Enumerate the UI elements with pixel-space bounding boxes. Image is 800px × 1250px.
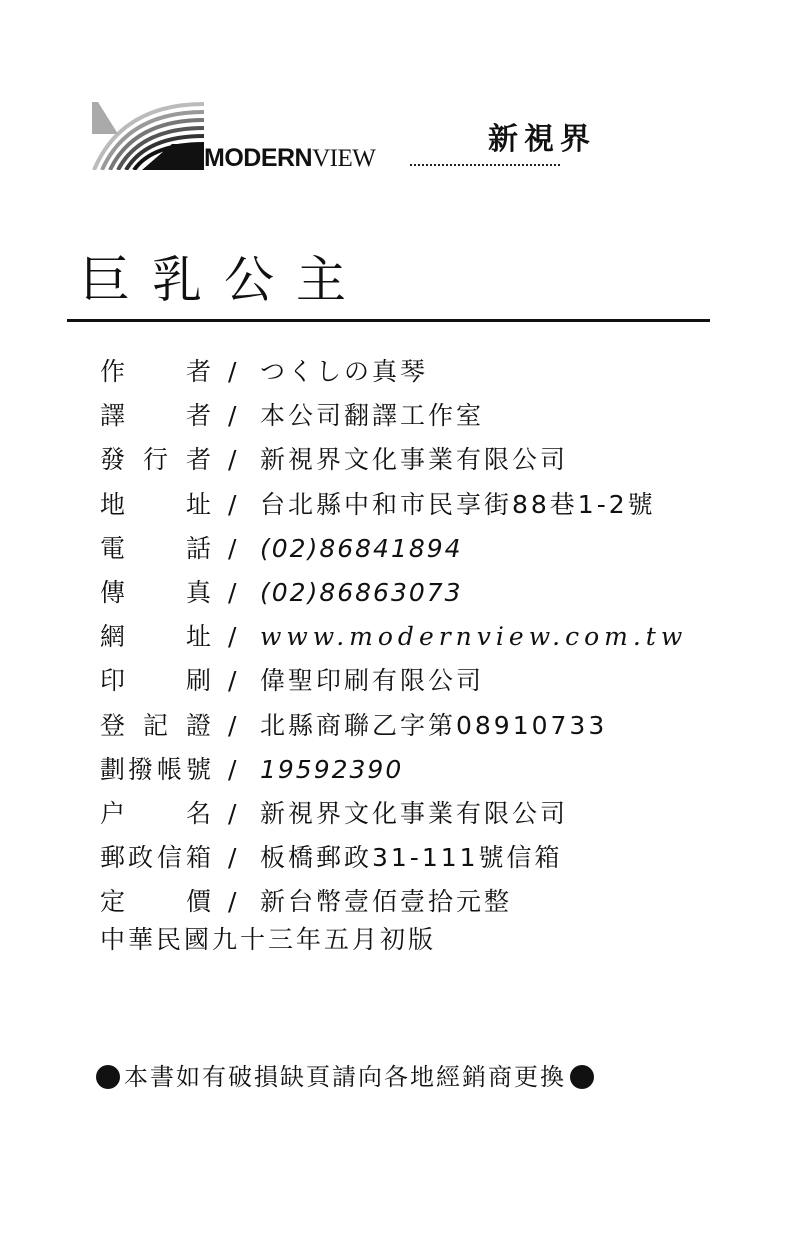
separator: / (228, 401, 237, 431)
label-char: 登 (100, 710, 126, 740)
label-char: 號 (186, 754, 212, 784)
arc-stripes-logo-icon (92, 100, 204, 170)
label-char: 地 (100, 489, 126, 519)
info-row-account-name (100, 792, 740, 836)
separator: / (228, 666, 237, 696)
label-char: 刷 (186, 666, 212, 696)
label-char: 帳 (157, 754, 183, 784)
separator: / (228, 489, 237, 519)
postal-account-value: 19592390 (260, 754, 404, 784)
label-char: 址 (186, 622, 212, 652)
label-char: 郵 (100, 843, 126, 873)
info-row-printer (100, 659, 740, 703)
label-publisher (100, 438, 212, 482)
address-value: 台北縣中和市民享街88巷1-2號 (260, 489, 656, 519)
label-translator (100, 394, 212, 438)
info-row-publisher (100, 438, 740, 482)
brand-bold: MODERN (204, 144, 313, 172)
translator-value: 本公司翻譯工作室 (260, 401, 485, 431)
label-registration (100, 704, 212, 748)
publisher-name-cn: 新視界 (488, 122, 596, 157)
label-account-name (100, 792, 212, 836)
label-char: 名 (186, 798, 212, 828)
label-postal-account (100, 748, 212, 792)
label-char: 箱 (186, 843, 212, 873)
info-row-registration (100, 704, 740, 748)
label-char: 撥 (128, 754, 154, 784)
separator: / (228, 577, 237, 607)
publisher-logo (92, 100, 652, 175)
account-name-value: 新視界文化事業有限公司 (260, 798, 569, 828)
label-char: 政 (128, 843, 154, 873)
edition-line: 中華民國九十三年五月初版 (100, 925, 437, 954)
label-char: 網 (100, 622, 126, 652)
label-phone (100, 527, 212, 571)
publisher-value: 新視界文化事業有限公司 (260, 445, 569, 475)
info-row-po-box (100, 836, 740, 880)
label-char: 譯 (100, 401, 126, 431)
colophon-info (100, 350, 740, 924)
info-row-postal-account (100, 748, 740, 792)
label-char: 傳 (100, 577, 126, 607)
bullet-dot-icon (96, 1065, 120, 1089)
brand-light: VIEW (312, 145, 376, 172)
label-char: 定 (100, 887, 126, 917)
label-char: 價 (186, 887, 212, 917)
info-row-address (100, 483, 740, 527)
separator: / (228, 798, 237, 828)
label-price (100, 880, 212, 924)
label-author (100, 350, 212, 394)
bullet-dot-icon (570, 1065, 594, 1089)
label-char: 印 (100, 666, 126, 696)
label-website (100, 615, 212, 659)
label-po-box (100, 836, 212, 880)
label-printer (100, 659, 212, 703)
label-char: 户 (100, 798, 126, 828)
title-rule (67, 319, 710, 322)
website-value: www.modernview.com.tw (260, 622, 688, 652)
label-char: 行 (143, 445, 169, 475)
info-row-author (100, 350, 740, 394)
separator: / (228, 533, 237, 563)
phone-value: (02)86841894 (260, 533, 463, 563)
author-value: つくしの真琴 (260, 357, 429, 386)
info-row-price (100, 880, 740, 924)
separator: / (228, 357, 237, 386)
info-row-fax (100, 571, 740, 615)
label-char: 劃 (100, 754, 126, 784)
brand-wordmark (204, 144, 375, 173)
fax-value: (02)86863073 (260, 577, 463, 607)
label-char: 址 (186, 489, 212, 519)
label-address (100, 483, 212, 527)
label-char: 作 (100, 357, 126, 386)
printer-value: 偉聖印刷有限公司 (260, 666, 485, 696)
separator: / (228, 710, 237, 740)
label-char: 話 (186, 533, 212, 563)
label-char: 者 (186, 445, 212, 475)
label-char: 者 (186, 401, 212, 431)
separator: / (228, 445, 237, 475)
registration-value: 北縣商聯乙字第08910733 (260, 710, 608, 740)
separator: / (228, 754, 237, 784)
label-char: 者 (186, 357, 212, 386)
label-char: 發 (100, 445, 126, 475)
info-row-translator (100, 394, 740, 438)
book-title: 巨乳公主 (80, 251, 368, 309)
label-char: 證 (186, 710, 212, 740)
info-row-website (100, 615, 740, 659)
replacement-notice (96, 1056, 594, 1096)
separator: / (228, 843, 237, 873)
po-box-value: 板橋郵政31-111號信箱 (260, 843, 563, 873)
notice-text: 本書如有破損缺頁請向各地經銷商更換 (124, 1063, 566, 1091)
label-char: 記 (143, 710, 169, 740)
price-value: 新台幣壹佰壹拾元整 (260, 887, 513, 917)
separator: / (228, 622, 237, 652)
label-fax (100, 571, 212, 615)
label-char: 電 (100, 533, 126, 563)
separator: / (228, 887, 237, 917)
label-char: 信 (157, 843, 183, 873)
info-row-phone (100, 527, 740, 571)
label-char: 真 (186, 577, 212, 607)
